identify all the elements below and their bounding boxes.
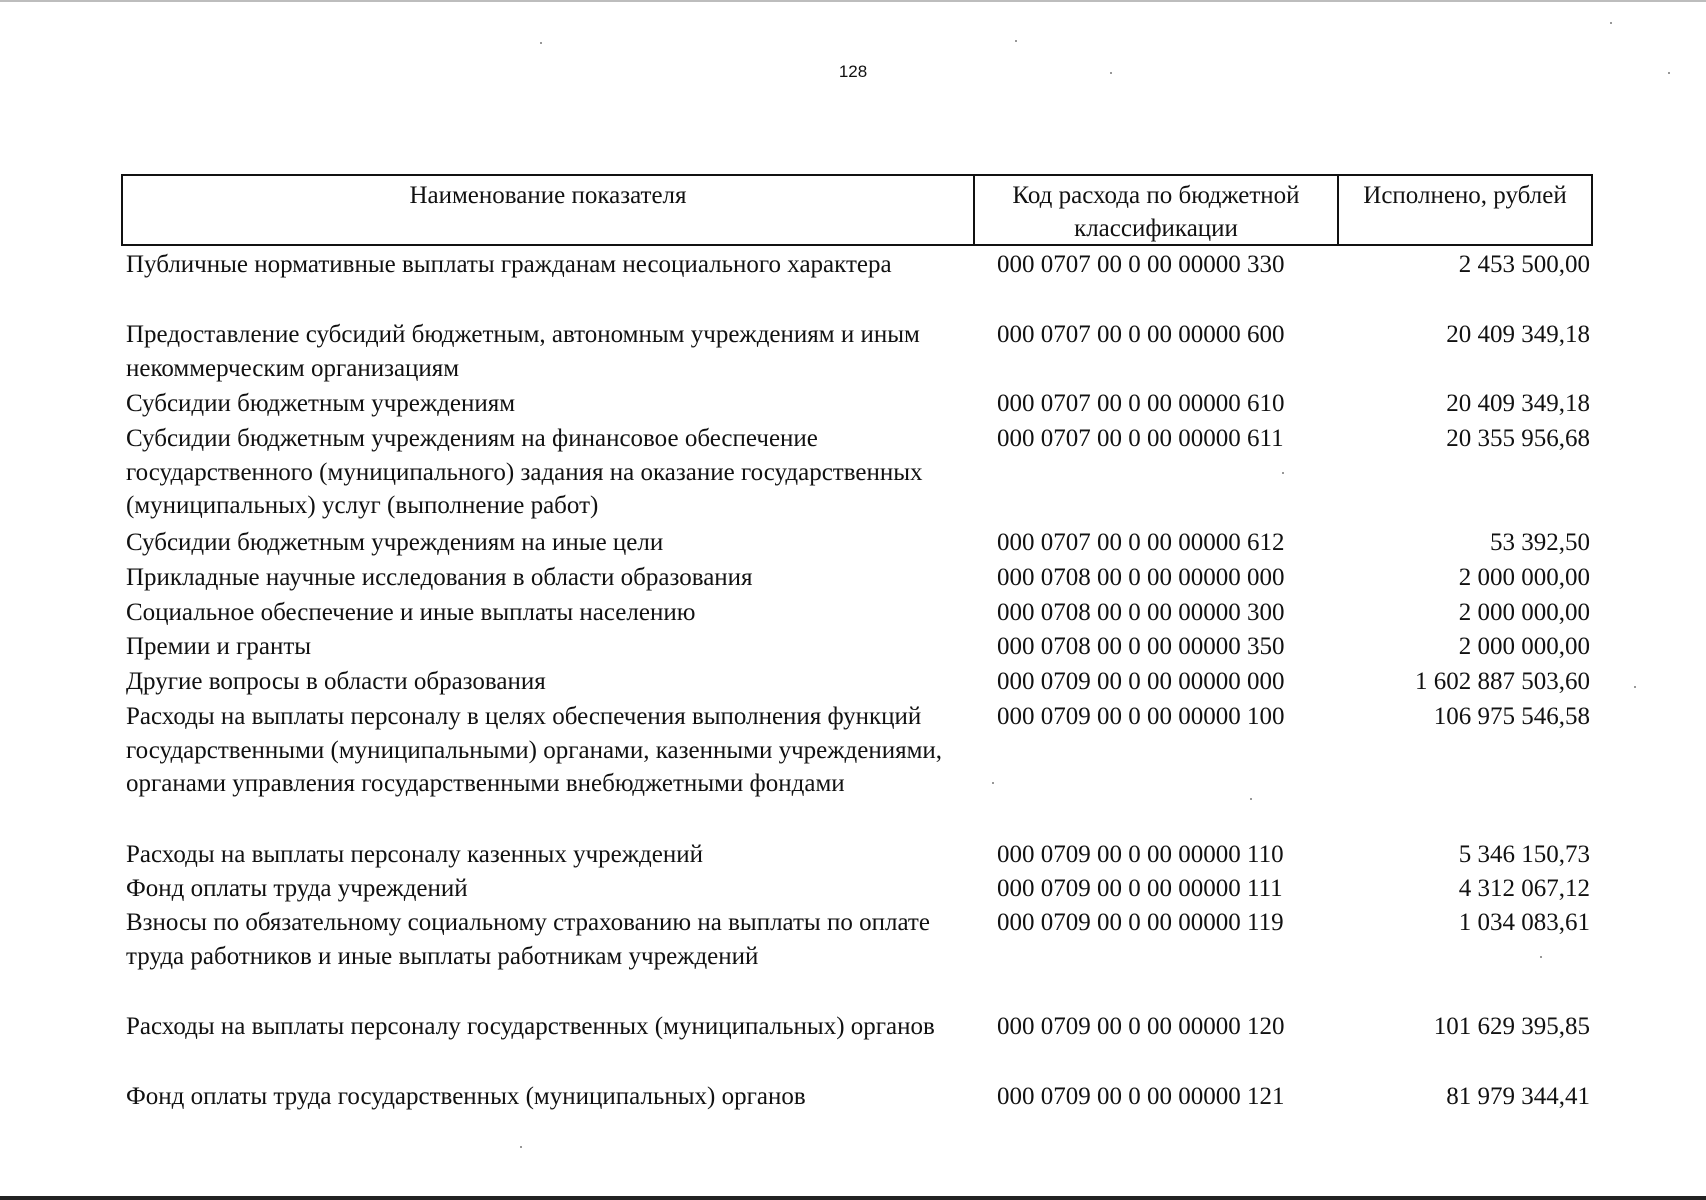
row-value: 1 602 887 503,60 <box>1415 668 1590 695</box>
row-code: 000 0707 00 0 00 00000 612 <box>997 529 1285 556</box>
row-name: Премии и гранты <box>126 633 312 660</box>
row-name: Субсидии бюджетным учреждениям <box>126 390 516 417</box>
scan-speck <box>992 782 994 784</box>
row-name: Расходы на выплаты персоналу казенных учреждений <box>126 841 703 868</box>
row-value: 101 629 395,85 <box>1433 1013 1590 1040</box>
row-name: Прикладные научные исследования в области образования <box>126 564 753 591</box>
row-code: 000 0709 00 0 00 00000 111 <box>997 875 1283 902</box>
row-code: 000 0709 00 0 00 00000 119 <box>997 909 1284 936</box>
row-value: 106 975 546,58 <box>1433 703 1590 730</box>
scan-speck <box>1250 798 1252 800</box>
scan-speck <box>1668 72 1670 74</box>
page-bottom-edge <box>0 1196 1706 1200</box>
table-header <box>121 174 1593 246</box>
row-code: 000 0709 00 0 00 00000 100 <box>997 703 1285 730</box>
header-code: Код расхода по бюджетной классификации <box>973 176 1337 244</box>
row-code: 000 0709 00 0 00 00000 000 <box>997 668 1285 695</box>
row-name: Фонд оплаты труда учреждений <box>126 875 468 902</box>
row-value: 20 409 349,18 <box>1446 390 1590 417</box>
row-code: 000 0708 00 0 00 00000 000 <box>997 564 1285 591</box>
scan-speck <box>1634 686 1636 688</box>
row-value: 2 000 000,00 <box>1458 633 1590 660</box>
row-name: Субсидии бюджетным учреждениям на иные цели <box>126 529 664 556</box>
row-value: 4 312 067,12 <box>1458 875 1590 902</box>
row-value: 53 392,50 <box>1490 529 1590 556</box>
header-name: Наименование показателя <box>409 182 687 209</box>
row-name: Публичные нормативные выплаты гражданам несоциального характера <box>126 251 892 278</box>
row-value: 2 453 500,00 <box>1458 251 1590 278</box>
row-name: Фонд оплаты труда государственных (муниципальных) органов <box>126 1083 806 1110</box>
row-value: 20 409 349,18 <box>1446 321 1590 348</box>
scan-speck <box>1015 40 1017 42</box>
row-name: Взносы по обязательному социальному страхованию на выплаты по оплате труда работников и иные выплаты работникам учреждений <box>126 909 930 970</box>
row-code: 000 0708 00 0 00 00000 300 <box>997 599 1285 626</box>
row-value: 20 355 956,68 <box>1446 425 1590 452</box>
page-top-edge <box>0 0 1706 2</box>
row-value: 2 000 000,00 <box>1458 564 1590 591</box>
scan-speck <box>1610 22 1612 24</box>
row-value: 1 034 083,61 <box>1458 909 1590 936</box>
row-name: Субсидии бюджетным учреждениям на финансовое обеспечение государственного (муниципального) задания на оказание государственных (муниципальных) услуг (выполнение работ) <box>126 425 923 519</box>
row-name: Расходы на выплаты персоналу государственных (муниципальных) органов <box>126 1013 935 1040</box>
row-code: 000 0709 00 0 00 00000 120 <box>997 1013 1285 1040</box>
row-code: 000 0709 00 0 00 00000 110 <box>997 841 1284 868</box>
row-code: 000 0707 00 0 00 00000 610 <box>997 390 1285 417</box>
row-value: 2 000 000,00 <box>1458 599 1590 626</box>
row-name: Другие вопросы в области образования <box>126 668 546 695</box>
scan-speck <box>540 42 542 44</box>
row-code: 000 0707 00 0 00 00000 600 <box>997 321 1285 348</box>
page-number: 128 <box>838 62 868 81</box>
scan-speck <box>1282 472 1284 474</box>
row-code: 000 0709 00 0 00 00000 121 <box>997 1083 1285 1110</box>
row-value: 5 346 150,73 <box>1458 841 1590 868</box>
header-executed: Исполнено, рублей <box>1337 176 1591 244</box>
row-name: Расходы на выплаты персоналу в целях обеспечения выполнения функций государственными (муниципальными) органами, казенными учреждениями, органами управления государственными внебюджетными фондами <box>126 703 943 797</box>
row-name: Предоставление субсидий бюджетным, автономным учреждениям и иным некоммерческим организациям <box>126 321 920 382</box>
row-code: 000 0708 00 0 00 00000 350 <box>997 633 1285 660</box>
scan-speck <box>1540 956 1542 958</box>
scan-speck <box>1110 72 1112 74</box>
row-code: 000 0707 00 0 00 00000 611 <box>997 425 1284 452</box>
scan-speck <box>520 1146 522 1148</box>
row-value: 81 979 344,41 <box>1446 1083 1590 1110</box>
row-code: 000 0707 00 0 00 00000 330 <box>997 251 1285 278</box>
row-name: Социальное обеспечение и иные выплаты населению <box>126 599 696 626</box>
